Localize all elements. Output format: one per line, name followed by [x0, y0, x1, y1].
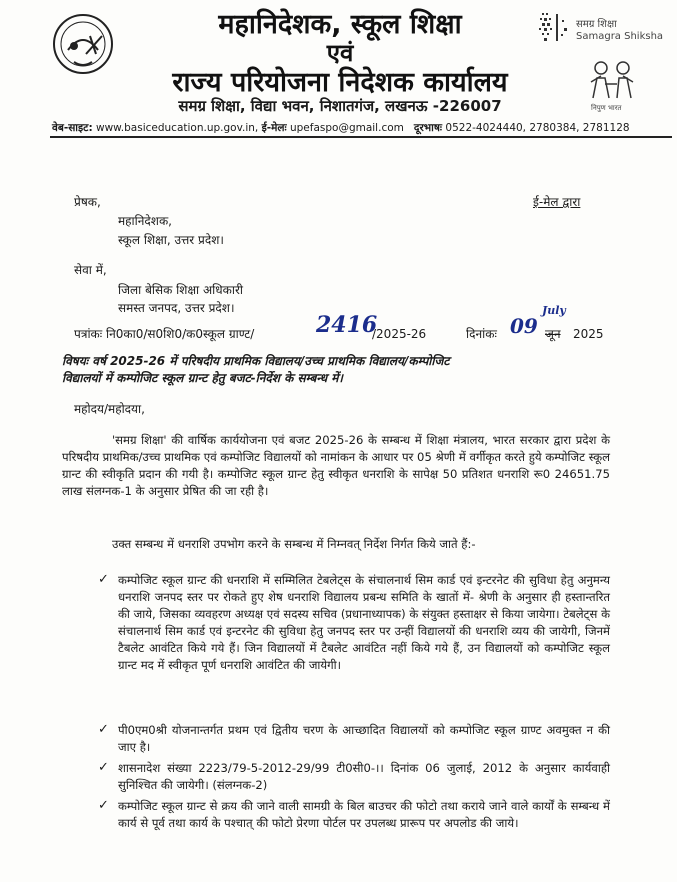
- recipient-label: सेवा में,: [74, 263, 107, 277]
- printed-month-struck: जून: [545, 327, 561, 341]
- letterhead-title-line2: एवं: [326, 39, 354, 67]
- sender-line-2: स्कूल शिक्षा, उत्तर प्रदेश।: [118, 233, 224, 247]
- paragraph-2: उक्त सम्बन्ध में धनराशि उपभोग करने के सम्बन्ध में निम्नवत् निर्देश निर्गत किये जाते हैं:-: [112, 537, 476, 551]
- reference-prefix: नि0का0/स0शि0/क0स्कूल ग्राण्ट/: [106, 327, 255, 341]
- check-icon: ✓: [98, 798, 109, 813]
- delivery-mode: ई-मेल द्वारा: [533, 195, 581, 209]
- bullet-3: शासनादेश संख्या 2223/79-5-2012-29/99 टी0सी0-।। दिनांक 06 जुलाई, 2012 के अनुसार कार्यवाही सुनिश्चित की जायेगी। (संलग्नक-2): [118, 761, 610, 792]
- subject-line-2: विद्यालयों में कम्पोजिट स्कूल ग्रान्ट हेतु बजट-निर्देश के सम्बन्ध में।: [62, 371, 343, 385]
- nipun-bharat-children-logo-icon: [587, 58, 639, 100]
- handwritten-date-month: July: [542, 304, 566, 317]
- salutation: महोदय/महोदया,: [74, 402, 145, 416]
- letterhead-contact-line: [52, 121, 672, 135]
- nipun-bharat-caption: निपुण भारत: [591, 104, 622, 112]
- phone-label: दूरभाषः: [413, 122, 443, 134]
- letterhead-title-line1: महानिदेशक, स्कूल शिक्षा: [218, 9, 462, 40]
- website-link[interactable]: www.basiceducation.up.gov.in,: [96, 122, 259, 134]
- subject: [62, 353, 614, 387]
- subject-label: विषयः: [62, 354, 89, 368]
- uttar-pradesh-government-emblem: [52, 6, 114, 84]
- website-label: वेब-साइट:: [52, 122, 93, 134]
- check-icon: ✓: [98, 572, 109, 587]
- samagra-shiksha-english-name: Samagra Shiksha: [576, 31, 664, 42]
- check-icon: ✓: [98, 760, 109, 775]
- handwritten-date-day: 09: [510, 314, 538, 338]
- date-label: दिनांकः: [466, 327, 497, 341]
- reference-label: पत्रांकः: [74, 327, 103, 341]
- reference-suffix: /2025-26: [372, 327, 427, 341]
- check-icon: ✓: [98, 722, 109, 737]
- email-label: ई-मेलः: [261, 122, 287, 134]
- sender-line-1: महानिदेशक,: [118, 214, 172, 228]
- email-address[interactable]: upefaspo@gmail.com: [289, 122, 404, 134]
- subject-line-1: वर्ष 2025-26 में परिषदीय प्राथमिक विद्यालय/उच्च प्राथमिक विद्यालय/कम्पोजिट: [92, 354, 450, 368]
- sender-label: प्रेषक,: [74, 195, 101, 209]
- handwritten-reference-number: 2416: [316, 312, 378, 338]
- letterhead-address: समग्र शिक्षा, विद्या भवन, निशातगंज, लखनऊ -226007: [178, 97, 502, 115]
- recipient-line-2: समस्त जनपद, उत्तर प्रदेश।: [118, 301, 235, 315]
- bullet-1: कम्पोजिट स्कूल ग्रान्ट की धनराशि में सम्मिलित टेबलेट्स के संचालनार्थ सिम कार्ड एवं इन्टरनेट की सुविधा हेतु अनुमन्य धनराशि जनपद स्तर पर रोकते हुए शेष धनराशि विद्यालय प्रबन्ध समिति के खातों में- श्रेणी के अनुसार ही हस्तान्तरित की जाये, जिसका व्यवहरण अध्यक्ष एवं सदस्य सचिव (प्रधानाध्यापक) के संयुक्त हस्ताक्षर से किया जायेगा। टेबलेट्स के संचालनार्थ सिम कार्ड एवं इन्टरनेट की सुविधा हेतु जनपद स्तर पर उन्हीं विद्यालयों की धनराशि व्यय की जायेगी, जिनमें टैबलेट आवंटित किये गये हैं। जिन विद्यालयों में टैबलेट आवंटित नहीं किये गये हैं, उन विद्यालयों को कम्पोजिट स्कूल ग्रान्ट मद में स्वीकृत पूर्ण धनराशि आवंटित की जायेगी।: [118, 573, 610, 672]
- date-year: 2025: [573, 327, 604, 341]
- paragraph-1: 'समग्र शिक्षा' की वार्षिक कार्ययोजना एवं बजट 2025-26 के सम्बन्ध में शिक्षा मंत्रालय, भारत सरकार द्वारा प्रदेश के परिषदीय प्राथमिक/उच्च प्राथमिक एवं कम्पोजिट विद्यालयों को नामांकन के आधार पर 05 श्रेणी में वर्गीकृत करते हुये कम्पोजिट स्कूल ग्रान्ट की स्वीकृति प्रदान की गयी है। कम्पोजिट स्कूल ग्रान्ट हेतु स्वीकृत धनराशि के सापेक्ष 50 प्रतिशत धनराशि रू0 24651.75 लाख संलग्नक-1 के अनुसार प्रेषित की जा रही है।: [62, 433, 610, 498]
- bullet-2: पी0एम0श्री योजनान्तर्गत प्रथम एवं द्वितीय चरण के आच्छादित विद्यालयों को कम्पोजिट स्कूल ग्राण्ट अवमुक्त न की जाए है।: [118, 723, 610, 754]
- recipient-line-1: जिला बेसिक शिक्षा अधिकारी: [118, 283, 243, 297]
- reference-line: [74, 326, 254, 343]
- bullet-4: कम्पोजिट स्कूल ग्रान्ट से क्रय की जाने वाली सामग्री के बिल बाउचर की फोटो तथा कराये जाने वाले कार्यों के सम्बन्ध में कार्य से पूर्व तथा कार्य के पश्चात् की फोटो प्रेरणा पोर्टल पर उपलब्ध प्रारूप पर अपलोड की जाये।: [118, 799, 610, 830]
- letterhead-title-line3: राज्य परियोजना निदेशक कार्यालय: [172, 67, 508, 98]
- letterhead-divider: [50, 136, 672, 138]
- samagra-shiksha-hindi-name: समग्र शिक्षा: [576, 19, 617, 30]
- phone-numbers: 0522-4024440, 2780384, 2781128: [445, 122, 630, 134]
